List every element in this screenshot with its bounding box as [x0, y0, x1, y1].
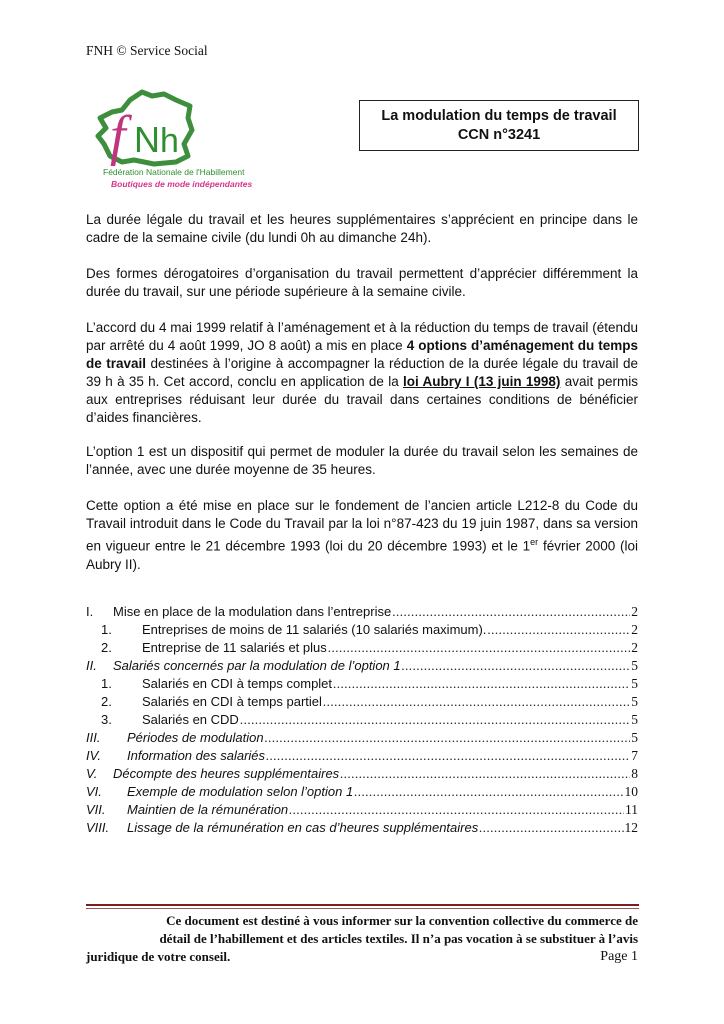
france-outline-icon	[84, 88, 274, 168]
toc-number: 1.	[101, 676, 112, 691]
toc-leader	[487, 621, 630, 639]
toc-item[interactable]	[86, 621, 638, 639]
logo-n: N	[134, 119, 160, 160]
toc-leader	[289, 801, 624, 819]
toc-leader	[240, 711, 630, 729]
toc-label: Mise en place de la modulation dans l’entreprise	[113, 604, 392, 619]
paragraph-1: La durée légale du travail et les heures supplémentaires s’apprécient en principe dans le cadre de la semaine civile (du lundi 0h au dimanche 24h).	[86, 212, 638, 245]
title-line-2: CCN n°3241	[457, 127, 541, 143]
paragraph-3-text-e: avait permis aux entreprises réduisant leur durée du travail dans certaines conditions de bénéficier d’aides financières.	[86, 374, 638, 425]
logo-f: f	[110, 105, 126, 167]
document-title	[359, 100, 639, 151]
toc-leader	[479, 819, 623, 837]
footer-rule	[86, 904, 639, 910]
toc-item[interactable]	[86, 693, 638, 711]
footer-line-1: Ce document est destiné à vous informer sur la convention collective du commerce de	[166, 913, 638, 928]
toc-item[interactable]	[86, 711, 638, 729]
toc-page: 5	[631, 694, 638, 709]
title-line-1: La modulation du temps de travail	[381, 108, 617, 124]
toc-label: Information des salariés	[127, 748, 266, 763]
toc-label: Salariés en CDI à temps complet	[142, 676, 333, 691]
paragraph-5-sup: er	[530, 537, 539, 547]
paragraph-3-law-link: loi Aubry I (13 juin 1998)	[403, 374, 561, 389]
logo-subtitle: Fédération Nationale de l'Habillement	[103, 167, 245, 177]
paragraph-3-bold: 4 options d’aménagement du temps de travail	[86, 338, 638, 371]
toc-page: 5	[631, 658, 638, 673]
page-header: FNH © Service Social	[86, 43, 208, 58]
toc-number: III.	[86, 730, 101, 745]
toc-number: VII.	[86, 802, 106, 817]
toc-page: 5	[631, 730, 638, 745]
toc-page: 5	[631, 676, 638, 691]
toc-item[interactable]	[86, 801, 638, 819]
toc-label: Entreprise de 11 salariés et plus	[142, 640, 327, 655]
toc-item[interactable]	[86, 819, 638, 837]
toc-page: 2	[631, 604, 638, 619]
toc-item[interactable]	[86, 765, 638, 783]
toc-label: Salariés en CDI à temps partiel	[142, 694, 322, 709]
toc-number: VI.	[86, 784, 102, 799]
footer-line-3: juridique de votre conseil.	[86, 949, 231, 964]
toc-item[interactable]	[86, 675, 638, 693]
toc-number: II.	[86, 658, 97, 673]
toc-leader	[354, 783, 623, 801]
paragraph-2: Des formes dérogatoires d’organisation du travail permettent d’apprécier différemment la durée du travail, sur une période supérieure à la semaine civile.	[86, 266, 638, 299]
logo-h: h	[160, 122, 179, 160]
toc-leader	[392, 603, 630, 621]
toc-label: Lissage de la rémunération en cas d’heures supplémentaires	[127, 820, 479, 835]
toc-page: 5	[631, 712, 638, 727]
toc-leader	[266, 747, 630, 765]
toc-item[interactable]	[86, 639, 638, 657]
toc-label: Périodes de modulation	[127, 730, 264, 745]
toc-label: Salariés en CDD	[142, 712, 239, 727]
paragraph-3	[86, 319, 638, 427]
toc-number: VIII.	[86, 820, 110, 835]
footer	[86, 912, 638, 966]
toc-number: I.	[86, 604, 94, 619]
toc-label: Décompte des heures supplémentaires	[113, 766, 340, 781]
toc-label: Maintien de la rémunération	[127, 802, 289, 817]
toc-number: 3.	[101, 712, 112, 727]
paragraph-3-text-c: destinées à l’origine à accompagner la réduction de la durée légale du travail de 39 h à 35 h. Cet accord, conclu en application de la	[86, 356, 639, 389]
toc-leader	[328, 639, 631, 657]
toc-item[interactable]	[86, 729, 638, 747]
toc-page: 2	[631, 640, 638, 655]
footer-line-2: détail de l’habillement et des articles textiles. Il n’a pas vocation à se substituer à l’avis	[159, 931, 638, 946]
page-number: Page 1	[600, 949, 638, 964]
paragraph-4: L’option 1 est un dispositif qui permet de moduler la durée du travail selon les semaines de l’année, avec une durée moyenne de 35 heures.	[86, 444, 638, 477]
fnh-logo	[84, 88, 274, 198]
paragraph-5-text-a: Cette option a été mise en place sur le fondement de l’ancien article L212-8 du Code du Travail introduit dans le Code du Travail par la loi n°87-423 du 19 juin 1987, dans sa version en vigueur entre le 21 décembre 1993 (loi du 20 décembre 1993) et le 1	[86, 498, 638, 554]
toc-page: 8	[631, 766, 638, 781]
toc-page: 12	[624, 820, 638, 835]
toc-number: V.	[86, 766, 98, 781]
toc-label: Entreprises de moins de 11 salariés (10 salariés maximum).	[142, 622, 487, 637]
toc-label: Exemple de modulation selon l’option 1	[127, 784, 354, 799]
toc-leader	[402, 657, 631, 675]
toc-item[interactable]	[86, 657, 638, 675]
toc-number: 2.	[101, 694, 112, 709]
toc-page: 2	[631, 622, 638, 637]
toc-leader	[333, 675, 630, 693]
toc-item[interactable]	[86, 783, 638, 801]
toc-page: 11	[625, 802, 638, 817]
toc-leader	[340, 765, 630, 783]
toc-leader	[265, 729, 631, 747]
toc-number: 1.	[101, 622, 112, 637]
toc-leader	[323, 693, 630, 711]
toc-number: IV.	[86, 748, 101, 763]
toc-item[interactable]	[86, 747, 638, 765]
toc-number: 2.	[101, 640, 112, 655]
table-of-contents	[86, 603, 638, 837]
paragraph-3-text-a: L’accord du 4 mai 1999 relatif à l’aménagement et à la réduction du temps de travail (étendu par arrêté du 4 août 1999, JO 8 août) a mis en place	[86, 320, 638, 353]
toc-item[interactable]	[86, 603, 638, 621]
paragraph-5-text-b: février 2000 (loi Aubry II).	[86, 538, 639, 572]
toc-page: 10	[624, 784, 638, 799]
toc-label: Salariés concernés par la modulation de l’option 1	[113, 658, 401, 673]
logo-tagline: Boutiques de mode indépendantes	[111, 179, 253, 189]
toc-page: 7	[631, 748, 638, 763]
paragraph-5	[86, 497, 638, 574]
